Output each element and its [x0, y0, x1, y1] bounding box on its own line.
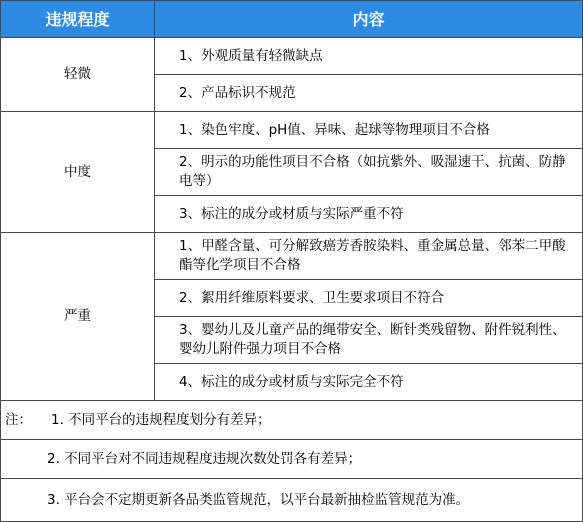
- level-cell-severe: 严重: [1, 233, 155, 401]
- note-cell: [1, 440, 583, 479]
- header-content: 内容: [155, 1, 583, 38]
- header-row: [1, 1, 583, 38]
- table-row: [1, 112, 583, 149]
- content-cell: 2、絮用纤维原料要求、卫生要求项目不符合: [155, 280, 583, 317]
- content-cell: 4、标注的成分或材质与实际完全不符: [155, 364, 583, 401]
- content-cell: 1、外观质量有轻微缺点: [155, 38, 583, 75]
- level-cell-minor: 轻微: [1, 38, 155, 112]
- note-row: [1, 440, 583, 479]
- content-cell: 1、染色牢度、pH值、异味、起球等物理项目不合格: [155, 112, 583, 149]
- table-row: [1, 233, 583, 280]
- note-prefix: 注：: [5, 411, 32, 428]
- content-cell: 2、产品标识不规范: [155, 75, 583, 112]
- note-text: 1. 不同平台的违规程度划分有差异；: [51, 411, 271, 428]
- note-row: [1, 479, 583, 522]
- note-cell: [1, 401, 583, 440]
- content-cell: 1、甲醛含量、可分解致癌芳香胺染料、重金属总量、邻苯二甲酸酯等化学项目不合格: [155, 233, 583, 280]
- header-level: 违规程度: [1, 1, 155, 38]
- content-cell: 3、婴幼儿及儿童产品的绳带安全、断针类残留物、附件锐利性、婴幼儿附件强力项目不合格: [155, 317, 583, 364]
- table-row: [1, 38, 583, 75]
- note-cell: [1, 479, 583, 522]
- content-cell: 2、明示的功能性项目不合格（如抗紫外、吸湿速干、抗菌、防静电等）: [155, 149, 583, 196]
- note-text: 3. 平台会不定期更新各品类监管规范，以平台最新抽检监管规范为准。: [47, 491, 470, 508]
- note-text: 2. 不同平台对不同违规程度违规次数处罚各有差异；: [47, 450, 362, 467]
- note-row: [1, 401, 583, 440]
- level-cell-moderate: 中度: [1, 112, 155, 233]
- content-cell: 3、标注的成分或材质与实际严重不符: [155, 196, 583, 233]
